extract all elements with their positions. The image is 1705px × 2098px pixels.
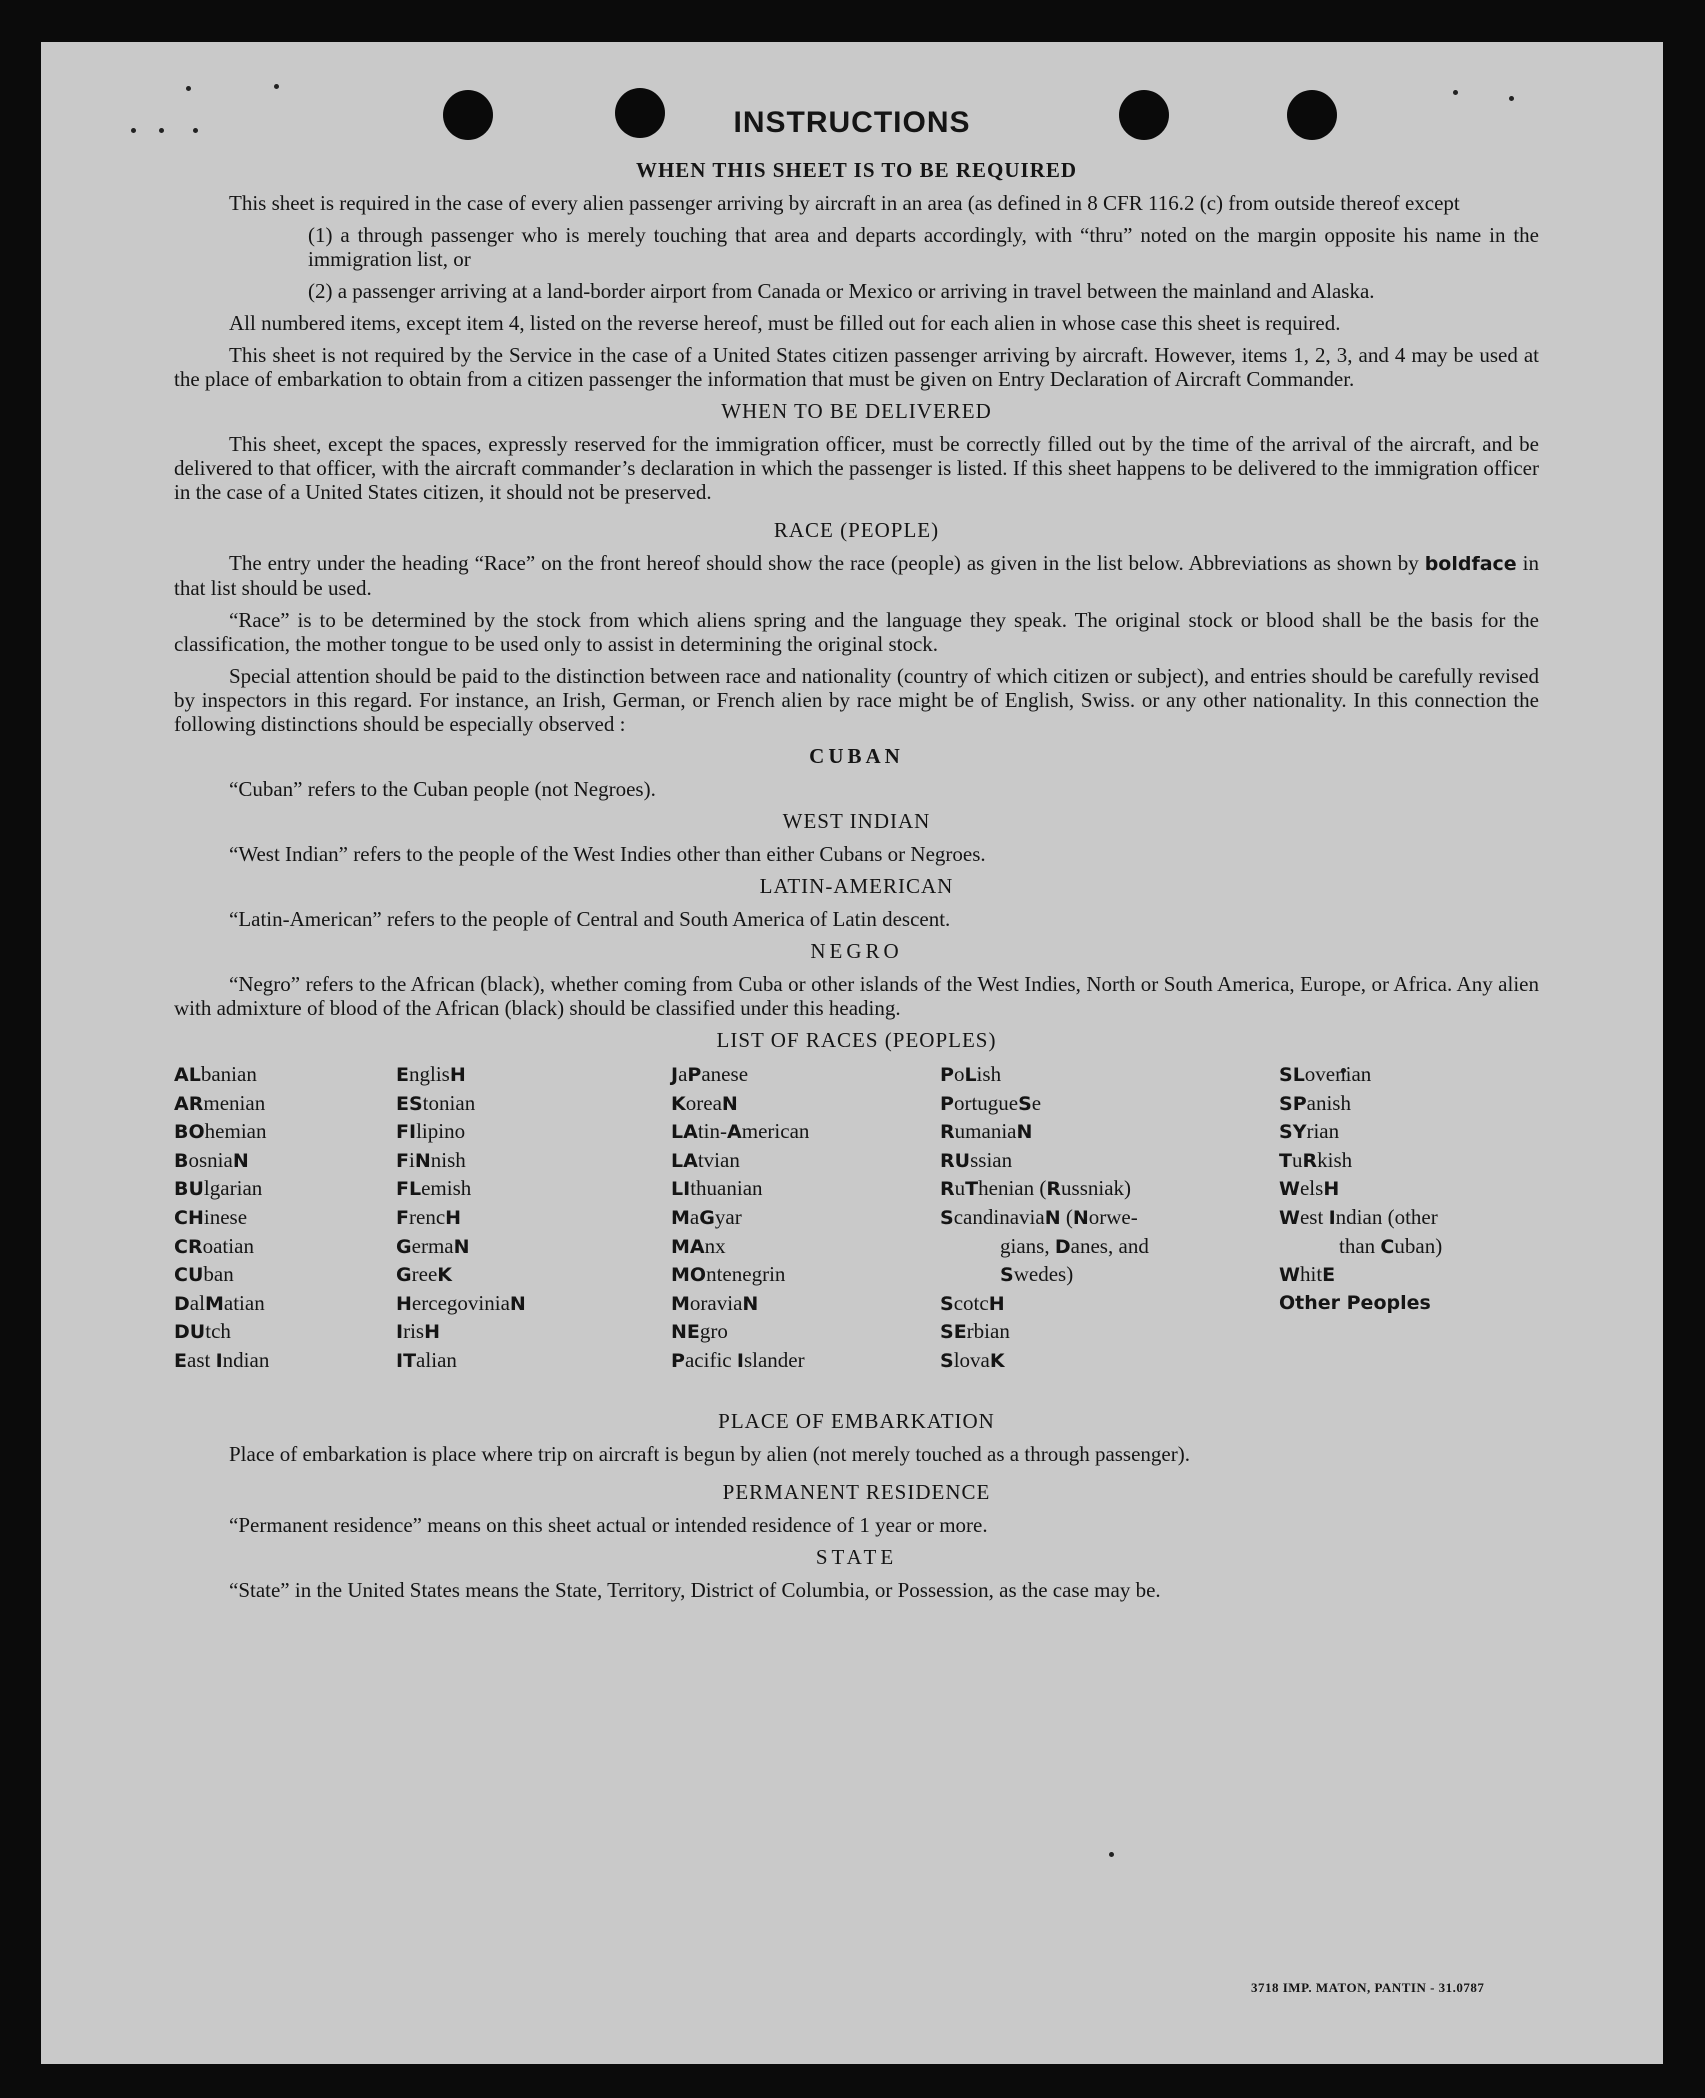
race-item: MaGyar xyxy=(671,1204,742,1229)
race-entry-text-end: in that list should be used. xyxy=(174,551,1540,600)
race-item: KoreaN xyxy=(671,1090,738,1115)
paragraph-race-entry xyxy=(174,551,1539,600)
race-item: ScandinaviaN (Norwe- xyxy=(940,1204,1138,1229)
dust-speck xyxy=(1453,90,1458,95)
paragraph-citizen: This sheet is not required by the Service in the case of a United States citizen passenger arriving by aircraft. However, items 1, 2, 3, and 4 may be used at the place of embarkation to obtain from a citizen passenger the information that must be given on Entry Declaration of Aircraft Commander. xyxy=(174,343,1539,391)
race-item: TuRkish xyxy=(1279,1147,1353,1172)
heading-west-indian: WEST INDIAN xyxy=(782,809,931,833)
race-item: FLemish xyxy=(396,1176,472,1201)
race-item: RumaniaN xyxy=(940,1119,1033,1144)
race-item: FrencH xyxy=(396,1204,462,1229)
race-item: RUssian xyxy=(940,1147,1013,1172)
paragraph-latin-american: “Latin-American” refers to the people of Central and South America of Latin descent. xyxy=(229,907,951,931)
race-item: CRoatian xyxy=(174,1233,254,1258)
instruction-sheet xyxy=(41,42,1663,2064)
exception-item-1: (1) a through passenger who is merely touching that area and departs accordingly, with “thru” noted on the margin opposite his name in the immigration list, or xyxy=(308,223,1539,271)
dust-speck xyxy=(1109,1852,1114,1857)
races-column-5 xyxy=(1279,1061,1442,1317)
race-item: CHinese xyxy=(174,1204,248,1229)
race-item: ARmenian xyxy=(174,1090,266,1115)
race-entry-text: The entry under the heading “Race” on the front hereof should show the race (people) as given in the list below. Abbreviations as shown by xyxy=(229,551,1419,575)
race-item-continued: gians, Danes, and xyxy=(1000,1233,1149,1258)
race-item: DalMatian xyxy=(174,1290,265,1315)
paragraph-numbered-items: All numbered items, except item 4, listed on the reverse hereof, must be filled out for each alien in whose case this sheet is required. xyxy=(229,311,1341,335)
heading-when-required: WHEN THIS SHEET IS TO BE REQUIRED xyxy=(635,158,1078,182)
paragraph-negro: “Negro” refers to the African (black), whether coming from Cuba or other islands of the West Indies, North or South America, Europe, or Africa. Any alien with admixture of blood of the African (black) should be classified under this heading. xyxy=(174,972,1539,1020)
paragraph-state: “State” in the United States means the State, Territory, District of Columbia, or Possession, as the case may be. xyxy=(229,1578,1161,1602)
heading-embarkation: PLACE OF EMBARKATION xyxy=(718,1409,995,1433)
race-item: RuThenian (Russniak) xyxy=(940,1176,1132,1201)
race-item: ALbanian xyxy=(174,1062,257,1086)
races-list xyxy=(174,1061,1539,1397)
dust-speck xyxy=(1509,96,1514,101)
race-item: GermaN xyxy=(396,1233,470,1258)
heading-permanent-residence: PERMANENT RESIDENCE xyxy=(722,1480,991,1504)
race-item: WhitE xyxy=(1279,1262,1336,1287)
race-item: MOntenegrin xyxy=(671,1262,786,1287)
paragraph-delivery: This sheet, except the spaces, expressly reserved for the immigration officer, must be correctly filled out by the time of the arrival of the aircraft, and be delivered to that officer, with the aircraft commander’s declaration in which the passenger is listed. If this sheet happens to be delivered to the immigration officer in the case of a United States citizen, it should not be preserved. xyxy=(174,432,1539,504)
race-item: IrisH xyxy=(396,1319,441,1344)
race-item: NEgro xyxy=(671,1319,728,1344)
heading-negro: NEGRO xyxy=(810,939,903,963)
heading-state: STATE xyxy=(815,1545,898,1569)
race-item: LIthuanian xyxy=(671,1176,763,1201)
race-item: EnglisH xyxy=(396,1062,466,1086)
paragraph-permanent-residence: “Permanent residence” means on this sheet actual or intended residence of 1 year or more. xyxy=(229,1513,988,1537)
instructions-body xyxy=(174,158,1539,1610)
race-item: SlovaK xyxy=(940,1347,1005,1372)
race-item: ITalian xyxy=(396,1347,457,1372)
paragraph-race-stock: “Race” is to be determined by the stock from which aliens spring and the language they speak. The original stock or blood shall be the basis for the classification, the mother tongue to be used only to assist in determining the original stock. xyxy=(174,608,1539,656)
paragraph-race-nationality: Special attention should be paid to the distinction between race and nationality (country of which citizen or subject), and entries should be carefully revised by inspectors in this regard. For instance, an Irish, German, or French alien by race might be of English, Swiss. or any other nationality. In this connection the following distinctions should be especially observed : xyxy=(174,664,1539,736)
race-item: BUlgarian xyxy=(174,1176,263,1201)
race-item: West Indian (other xyxy=(1279,1204,1438,1229)
race-item: LAtvian xyxy=(671,1147,740,1172)
race-item: BOhemian xyxy=(174,1119,267,1144)
race-item: Pacific Islander xyxy=(671,1347,805,1372)
race-item: FIlipino xyxy=(396,1119,466,1144)
heading-cuban: CUBAN xyxy=(809,744,904,768)
race-item-other: Other Peoples xyxy=(1279,1291,1431,1314)
paragraph-cuban: “Cuban” refers to the Cuban people (not Negroes). xyxy=(229,777,656,801)
race-item: ScotcH xyxy=(940,1290,1005,1315)
exception-item-2: (2) a passenger arriving at a land-border airport from Canada or Mexico or arriving in travel between the mainland and Alaska. xyxy=(308,279,1375,303)
race-item: GreeK xyxy=(396,1262,452,1287)
race-item: East Indian xyxy=(174,1347,270,1372)
printer-imprint: 3718 IMP. MATON, PANTIN - 31.0787 xyxy=(1251,1980,1485,1995)
race-item: SErbian xyxy=(940,1319,1010,1344)
race-item: JaPanese xyxy=(671,1062,749,1086)
race-item: DUtch xyxy=(174,1319,231,1344)
dust-speck xyxy=(186,86,191,91)
boldface-word: boldface xyxy=(1424,553,1517,575)
race-item: PortugueSe xyxy=(940,1090,1042,1115)
races-column-2 xyxy=(396,1061,526,1376)
race-item-continued: Swedes) xyxy=(1000,1262,1074,1287)
races-column-3 xyxy=(671,1061,809,1376)
races-column-1 xyxy=(174,1061,269,1376)
race-item: SYrian xyxy=(1279,1119,1340,1144)
race-item: MoraviaN xyxy=(671,1290,759,1315)
race-item: MAnx xyxy=(671,1233,726,1258)
race-item: PoLish xyxy=(940,1062,1002,1086)
race-item-continued: than Cuban) xyxy=(1339,1233,1443,1258)
race-item: WelsH xyxy=(1279,1176,1340,1201)
heading-race: RACE (PEOPLE) xyxy=(773,518,940,542)
race-item: CUban xyxy=(174,1262,234,1287)
race-item: LAtin-American xyxy=(671,1119,810,1144)
race-item: HercegoviniaN xyxy=(396,1290,526,1315)
race-item: SPanish xyxy=(1279,1090,1351,1115)
heading-list-of-races: LIST OF RACES (PEOPLES) xyxy=(716,1028,997,1052)
race-item: SLovenian xyxy=(1279,1062,1372,1086)
race-item: FiNnish xyxy=(396,1147,466,1172)
heading-latin-american: LATIN-AMERICAN xyxy=(759,874,954,898)
paragraph-west-indian: “West Indian” refers to the people of the West Indies other than either Cubans or Negroes. xyxy=(229,842,986,866)
race-item: BosniaN xyxy=(174,1147,249,1172)
race-item: EStonian xyxy=(396,1090,476,1115)
heading-when-delivered: WHEN TO BE DELIVERED xyxy=(721,399,992,423)
paragraph-required-intro: This sheet is required in the case of every alien passenger arriving by aircraft in an area (as defined in 8 CFR 116.2 (c) from outside thereof except xyxy=(229,191,1460,215)
dust-speck xyxy=(274,84,279,89)
races-column-4 xyxy=(940,1061,1149,1376)
paragraph-embarkation: Place of embarkation is place where trip on aircraft is begun by alien (not merely touched as a through passenger). xyxy=(229,1442,1190,1466)
page-title: INSTRUCTIONS xyxy=(733,106,971,139)
